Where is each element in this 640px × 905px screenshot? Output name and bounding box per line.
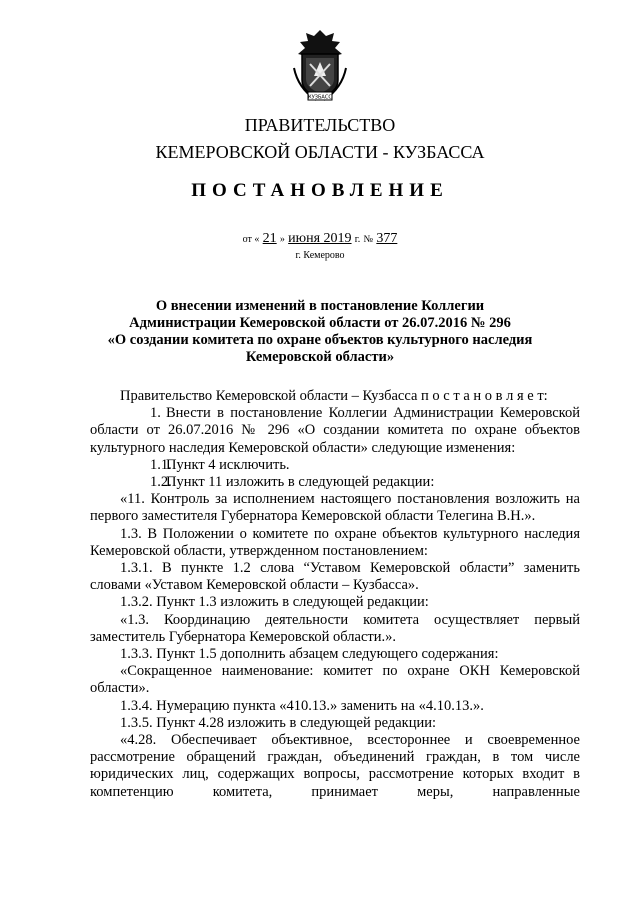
document-type-title: ПОСТАНОВЛЕНИЕ [191,180,449,201]
paragraph: 1.3. В Положении о комитете по охране объектов культурного наследия Кемеровской области, утвержденном постановлением: [90,525,580,559]
city-label: г. Кемерово [295,250,345,261]
date-day: 21 [262,231,277,246]
item-number: 1. [150,405,161,422]
subject-line: О внесении изменений в постановление Коллегии [155,298,485,314]
date-prefix: от « [242,234,260,245]
document-number: 377 [376,231,398,246]
government-name-line1: ПРАВИТЕЛЬСТВО [244,115,396,135]
government-name-line2: КЕМЕРОВСКОЙ ОБЛАСТИ - КУЗБАССА [155,142,485,162]
item-number: 1.2. [150,474,172,491]
paragraph: «Сокращенное наименование: комитет по охране ОКН Кемеровской области». [90,663,580,697]
paragraph: 1.3.3. Пункт 1.5 дополнить абзацем следующего содержания: [120,646,499,663]
subject-line: Администрации Кемеровской области от 26.07.2016 № 296 [129,315,511,331]
paragraph [90,405,580,457]
date-year-suffix: г. [354,234,361,245]
paragraph: «1.3. Координацию деятельности комитета осуществляет первый заместитель Губернатора Кемеровской области.». [90,611,580,645]
paragraph: 1.3.1. В пункте 1.2 слова “Уставом Кемеровской области” заменить словами «Уставом Кемеровской области – Кузбасса». [90,560,580,594]
subject-line: «О создании комитета по охране объектов культурного наследия [107,332,533,348]
item-number: 1.1. [150,456,172,473]
document-body [90,388,580,801]
paragraph [90,474,580,491]
paragraph: 1.3.4. Нумерацию пункта «410.13.» заменить на «4.10.13.». [120,697,484,714]
paragraph-text: Правительство Кемеровской области – Кузбасса [120,388,418,404]
paragraph: «4.28. Обеспечивает объективное, всестороннее и своевременное рассмотрение обращений граждан, объединений граждан, в том числе юридических лиц, содержащих вопросы, рассмотрение которых входит в компетенцию комитета, принимает меры, направленные [90,732,580,800]
paragraph-text: Пункт 11 изложить в следующей редакции: [166,474,435,491]
paragraph: 1.3.5. Пункт 4.28 изложить в следующей редакции: [120,714,437,731]
kemerovo-coat-of-arms-icon [288,28,352,104]
paragraph-text-spaced: п о с т а н о в л я е т: [421,388,548,404]
paragraph [90,388,580,405]
paragraph: «11. Контроль за исполнением настоящего постановления возложить на первого заместителя Губернатора Кемеровской области Телегина В.Н.». [90,491,580,525]
subject-line: Кемеровской области» [245,349,395,365]
paragraph-text: Пункт 4 исключить. [166,456,290,473]
date-mid: » [279,234,285,245]
document-subject [100,298,540,366]
paragraph-text: Внести в постановление Коллегии Администрации Кемеровской области от 26.07.2016 № 296 «О создании комитета по охране объектов культурного наследия Кемеровской области» следующие изменения: [90,405,580,456]
paragraph: 1.3.2. Пункт 1.3 изложить в следующей редакции: [120,594,429,611]
date-number-line [0,230,640,247]
date-month-year: июня 2019 [288,231,352,246]
emblem-caption: КУЗБАСС [308,94,332,101]
number-sign: № [363,234,374,245]
paragraph [90,457,580,474]
